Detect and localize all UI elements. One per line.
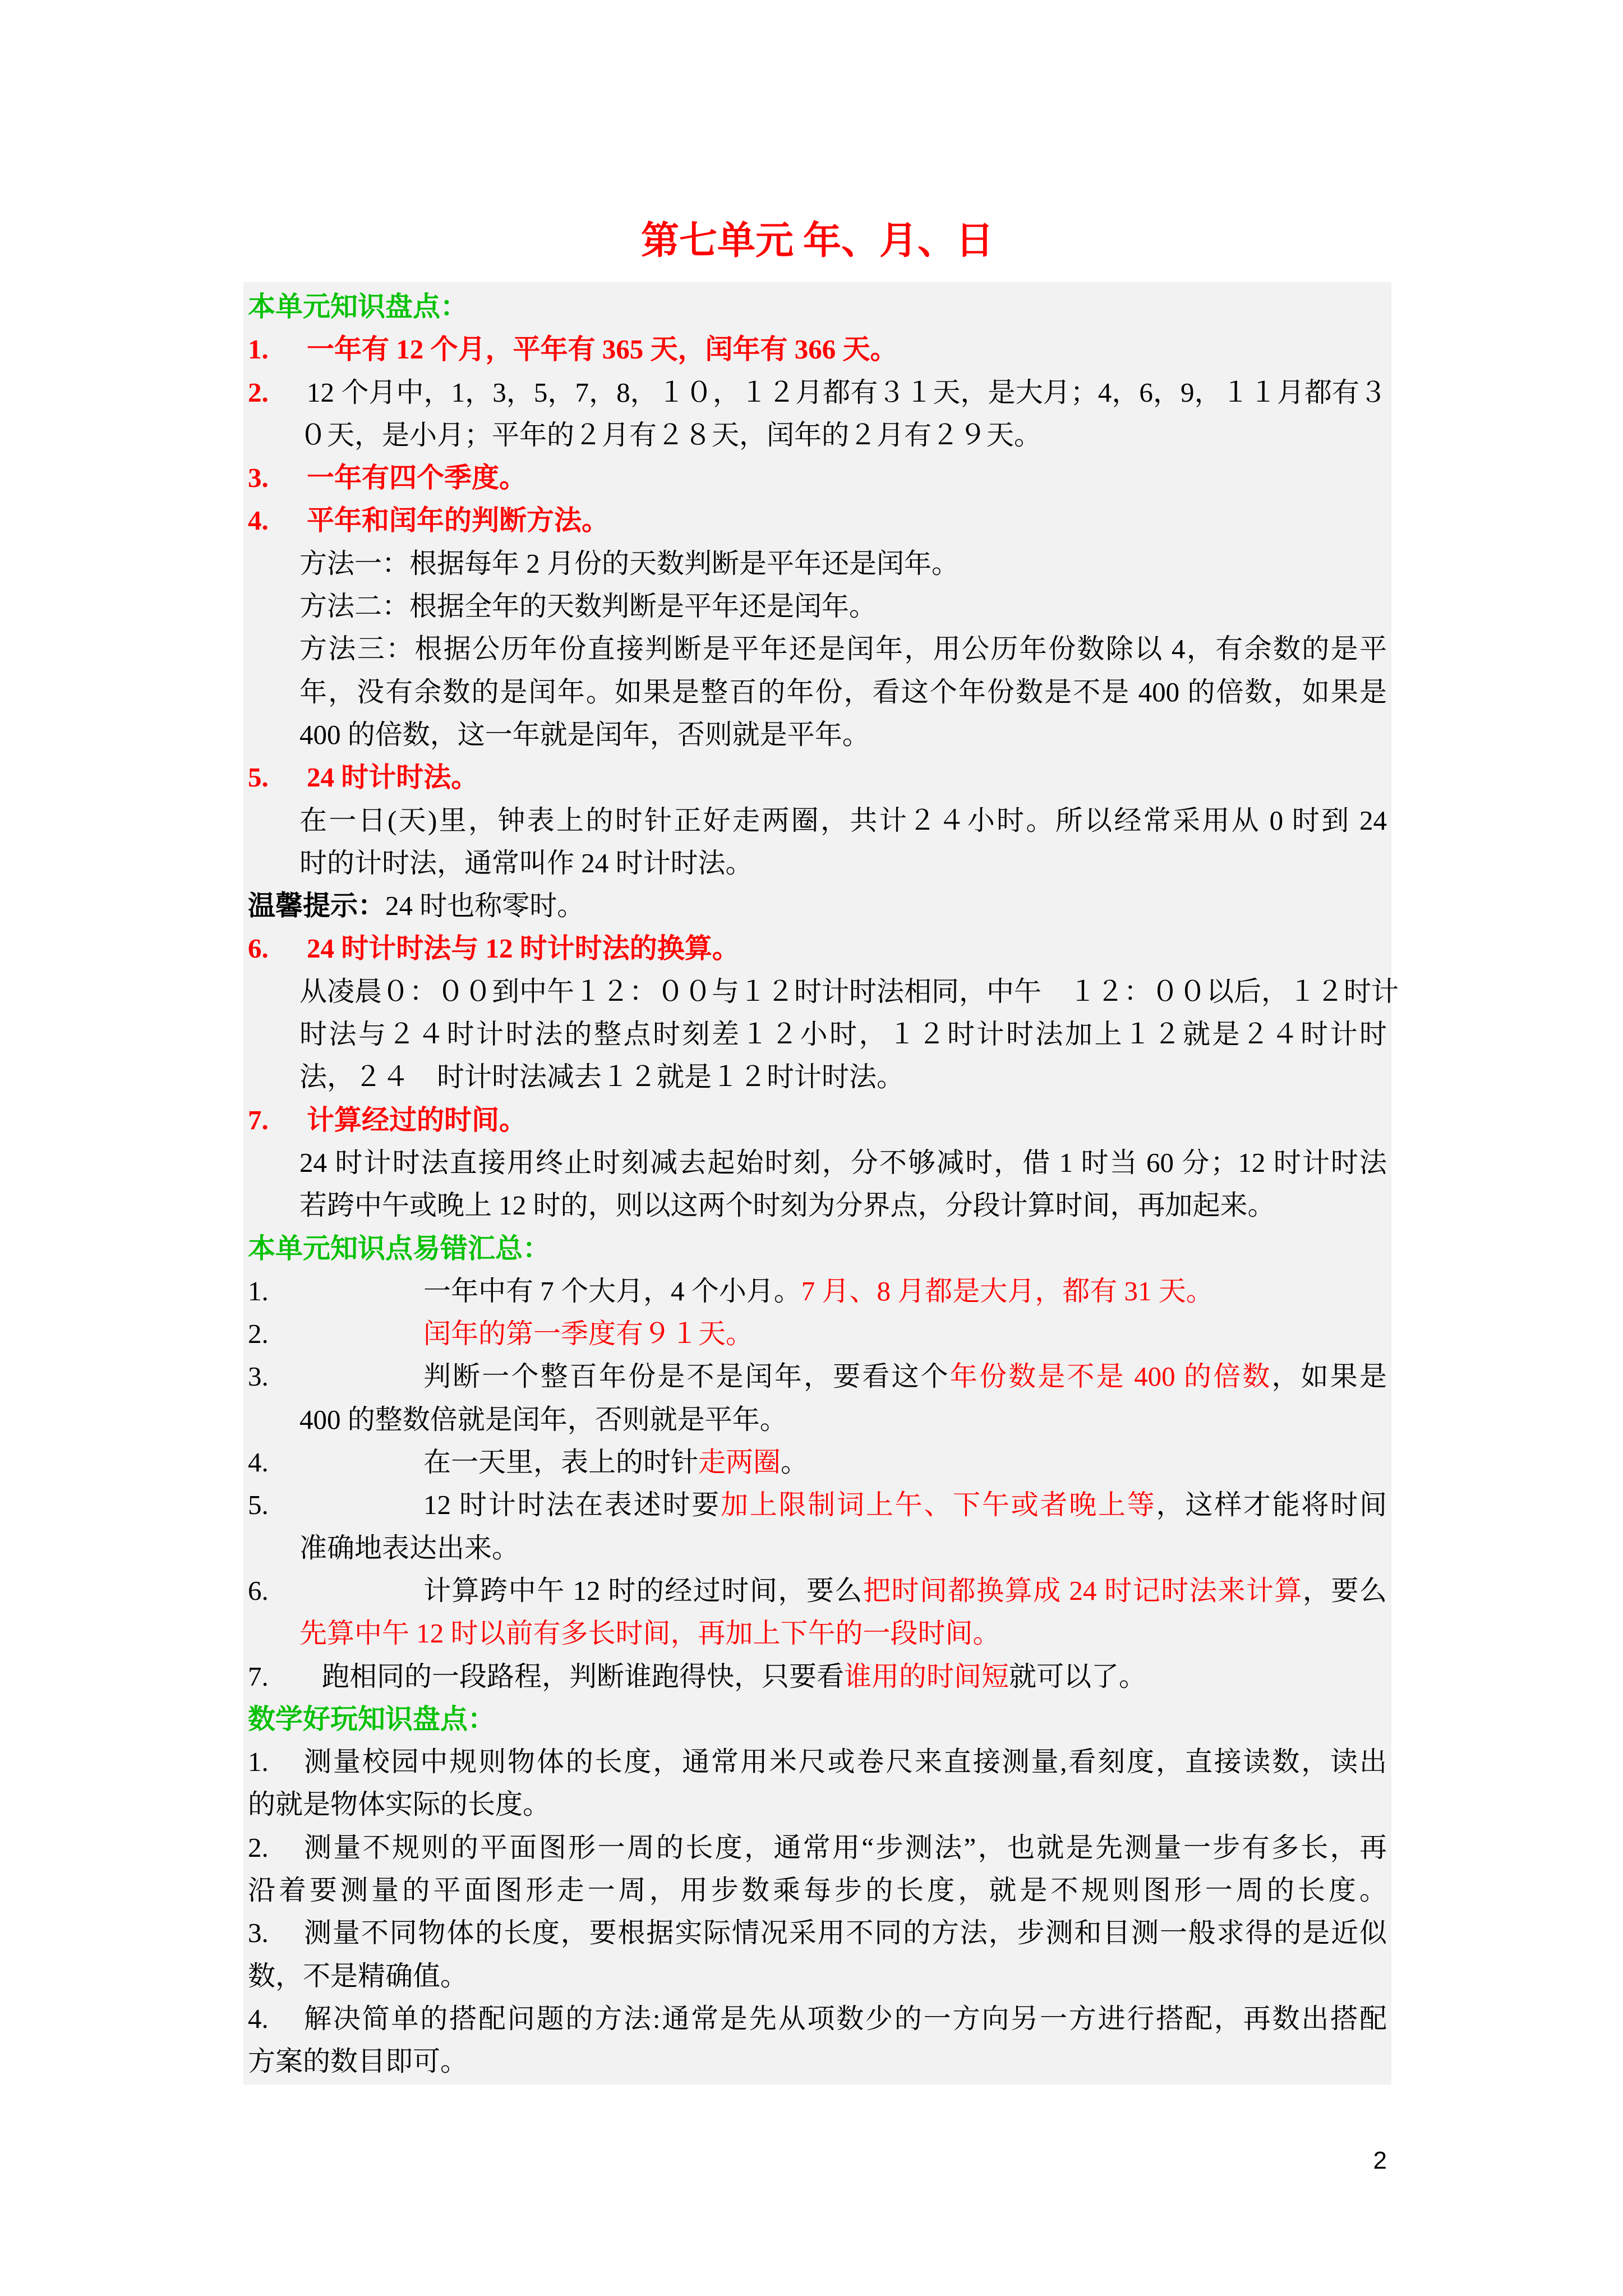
list-item bbox=[248, 328, 1387, 371]
highlighted-text: 加上限制词上午、下午或者晚上等 bbox=[720, 1489, 1156, 1521]
section-heading-fun-math bbox=[248, 1698, 1387, 1741]
item-number: 2. bbox=[248, 1832, 269, 1863]
item-text: 400 的整数倍就是闰年，否则就是平年。 bbox=[299, 1404, 787, 1435]
item-text: ，如果是 bbox=[1271, 1361, 1387, 1392]
item-continuation-line bbox=[248, 1783, 1387, 1826]
item-text: 数，不是精确值。 bbox=[248, 1960, 468, 1991]
item-title: 24 时计时法与 12 时计时法的换算。 bbox=[307, 933, 740, 964]
document-body bbox=[248, 286, 1399, 2083]
list-item bbox=[248, 1441, 1387, 1484]
item-text: 时的计时法，通常叫作 24 时计时法。 bbox=[299, 847, 753, 878]
highlighted-text: 走两圈 bbox=[698, 1447, 781, 1478]
item-body-line bbox=[248, 714, 1387, 756]
item-number: 6. bbox=[248, 933, 269, 964]
list-item bbox=[248, 371, 1387, 414]
highlighted-text: 把时间都换算成 24 时记时法来计算 bbox=[863, 1575, 1303, 1606]
item-text: 400 的倍数，这一年就是闰年，否则就是平年。 bbox=[299, 719, 870, 750]
item-body-line bbox=[248, 970, 1399, 1013]
list-item bbox=[248, 756, 1387, 799]
item-text: 测量不同物体的长度，要根据实际情况采用不同的方法，步测和目测一般求得的是近似 bbox=[304, 1917, 1387, 1949]
list-item bbox=[248, 927, 1387, 970]
highlighted-text: 年份数是不是 400 的倍数 bbox=[949, 1361, 1272, 1392]
item-text: 时法与２４时计时法的整点时刻差１２小时，１２时计时法加上１２就是２４时计时 bbox=[299, 1019, 1387, 1050]
item-number: 4. bbox=[248, 1447, 269, 1478]
item-number: 4. bbox=[248, 505, 269, 536]
item-text: 24 时计时法直接用终止时刻减去起始时刻，分不够减时，借 1 时当 60 分；12 时计时法 bbox=[299, 1147, 1387, 1178]
item-number: 1. bbox=[248, 1746, 269, 1778]
item-continuation-line bbox=[248, 1398, 1387, 1441]
item-title: 24 时计时法。 bbox=[307, 762, 479, 793]
item-text: 12 个月中，1，3，5，7，8，１０，１２月都有３１天，是大月；4，6，9，１１月都有３ bbox=[307, 376, 1387, 408]
list-item bbox=[248, 457, 1387, 499]
page-title: 第七单元 年、月、日 bbox=[640, 219, 994, 262]
item-title: 一年有四个季度。 bbox=[307, 462, 527, 494]
section-heading-common-mistakes bbox=[248, 1227, 1387, 1270]
item-continuation-line bbox=[248, 1869, 1387, 1912]
item-text: 就可以了。 bbox=[1009, 1660, 1147, 1692]
item-text: ，这样才能将时间 bbox=[1156, 1489, 1387, 1521]
item-number: 4. bbox=[248, 2003, 269, 2034]
list-item bbox=[248, 1570, 1387, 1612]
item-text: 计算跨中午 12 时的经过时间，要么 bbox=[423, 1575, 863, 1606]
list-item bbox=[248, 1099, 1387, 1142]
item-number: 3. bbox=[248, 1361, 269, 1392]
item-body-line bbox=[248, 842, 1387, 885]
item-number: 7. bbox=[248, 1660, 269, 1692]
item-number: 1. bbox=[248, 1275, 269, 1306]
list-item bbox=[248, 1484, 1387, 1526]
item-text: 法，２４ 时计时法减去１２就是１２时计时法。 bbox=[299, 1061, 905, 1093]
tip-label: 温馨提示： bbox=[248, 890, 386, 922]
section-heading-text: 数学好玩知识盘点： bbox=[248, 1703, 496, 1734]
item-text: 解决简单的搭配问题的方法:通常是先从项数少的一方向另一方进行搭配，再数出搭配 bbox=[304, 2003, 1387, 2034]
page-number: 2 bbox=[1373, 2147, 1387, 2174]
list-item bbox=[248, 1313, 1387, 1355]
item-body-line bbox=[248, 1142, 1387, 1184]
item-text: 方法一：根据每年 2 月份的天数判断是平年还是闰年。 bbox=[299, 547, 960, 579]
item-text: 一年中有 7 个大月，4 个小月。 bbox=[423, 1275, 801, 1306]
list-item bbox=[248, 1912, 1387, 1954]
item-body-line bbox=[248, 542, 1387, 585]
item-number: 7. bbox=[248, 1104, 269, 1135]
list-item bbox=[248, 499, 1387, 542]
item-text: 12 时计时法在表述时要 bbox=[423, 1489, 721, 1521]
item-text: 在一日(天)里，钟表上的时针正好走两圈，共计２４小时。所以经常采用从 0 时到 24 bbox=[299, 804, 1387, 836]
item-text: 方案的数目即可。 bbox=[248, 2046, 468, 2077]
item-text: 从凌晨０：００到中午１２：００与１２时计时法相同，中午 １２：００以后，１２时计 bbox=[299, 976, 1399, 1007]
item-title: 平年和闰年的判断方法。 bbox=[307, 505, 610, 536]
item-text: 若跨中午或晚上 12 时的，则以这两个时刻为分界点，分段计算时间，再加起来。 bbox=[299, 1190, 1275, 1221]
item-text: 年，没有余数的是闰年。如果是整百的年份，看这个年份数是不是 400 的倍数，如果是 bbox=[299, 676, 1387, 707]
item-text: 的就是物体实际的长度。 bbox=[248, 1789, 551, 1820]
item-body-line bbox=[248, 671, 1387, 714]
section-heading-text: 本单元知识点易错汇总： bbox=[248, 1232, 551, 1264]
item-number: 6. bbox=[248, 1575, 269, 1606]
list-item bbox=[248, 1270, 1387, 1313]
item-title: 一年有 12 个月，平年有 365 天，闰年有 366 天。 bbox=[307, 334, 898, 365]
item-number: 5. bbox=[248, 762, 269, 793]
list-item bbox=[248, 1655, 1387, 1698]
item-continuation-line bbox=[248, 2040, 1387, 2083]
item-text: 。 bbox=[781, 1447, 809, 1478]
section-heading-text: 本单元知识盘点： bbox=[248, 291, 468, 322]
item-text: 准确地表达出来。 bbox=[299, 1532, 520, 1563]
item-body-line bbox=[248, 799, 1387, 842]
item-text: 跑相同的一段路程，判断谁跑得快，只要看 bbox=[322, 1660, 845, 1692]
item-body-line bbox=[248, 585, 1387, 628]
item-text: ，要么 bbox=[1302, 1575, 1387, 1606]
item-number: 3. bbox=[248, 1917, 269, 1949]
item-text: 方法二：根据全年的天数判断是平年还是闰年。 bbox=[299, 591, 877, 622]
list-item bbox=[248, 1741, 1387, 1783]
item-continuation-line bbox=[248, 1955, 1387, 1998]
item-text: 在一天里，表上的时针 bbox=[423, 1447, 699, 1478]
section-heading-knowledge-review bbox=[248, 286, 1387, 328]
list-item bbox=[248, 1998, 1387, 2040]
item-text: 判断一个整百年份是不是闰年，要看这个 bbox=[423, 1361, 950, 1392]
item-title: 计算经过的时间。 bbox=[307, 1104, 527, 1135]
list-item bbox=[248, 1826, 1387, 1869]
item-text: 测量不规则的平面图形一周的长度，通常用“步测法”，也就是先测量一步有多长，再 bbox=[304, 1832, 1387, 1863]
highlighted-text: 7 月、8 月都是大月，都有 31 天。 bbox=[801, 1275, 1214, 1306]
item-text: 测量校园中规则物体的长度，通常用米尺或卷尺来直接测量,看刻度，直接读数，读出 bbox=[304, 1746, 1387, 1778]
item-number: 2. bbox=[248, 376, 269, 408]
item-number: 3. bbox=[248, 462, 269, 494]
item-continuation-line bbox=[248, 1612, 1387, 1655]
list-item bbox=[248, 1355, 1387, 1398]
tip-text: 24 时也称零时。 bbox=[385, 890, 585, 922]
highlighted-text: 谁用的时间短 bbox=[844, 1660, 1009, 1692]
item-body-line bbox=[248, 1184, 1387, 1227]
item-body-line bbox=[248, 1056, 1387, 1098]
item-number: 5. bbox=[248, 1489, 269, 1521]
item-body-line bbox=[248, 628, 1387, 670]
item-text: 沿着要测量的平面图形走一周，用步数乘每步的长度，就是不规则图形一周的长度。 bbox=[248, 1874, 1387, 1906]
tip-note bbox=[248, 885, 1387, 927]
item-number: 1. bbox=[248, 334, 269, 365]
item-continuation-line bbox=[248, 414, 1387, 457]
item-text: ０天，是小月；平年的２月有２８天，闰年的２月有２９天。 bbox=[299, 419, 1042, 450]
highlighted-text: 闰年的第一季度有９１天。 bbox=[423, 1318, 754, 1350]
item-text: 方法三：根据公历年份直接判断是平年还是闰年，用公历年份数除以 4，有余数的是平 bbox=[299, 633, 1387, 665]
item-number: 2. bbox=[248, 1318, 269, 1350]
highlighted-text: 先算中午 12 时以前有多长时间，再加上下午的一段时间。 bbox=[299, 1618, 1000, 1649]
item-body-line bbox=[248, 1013, 1387, 1056]
item-continuation-line bbox=[248, 1527, 1387, 1570]
